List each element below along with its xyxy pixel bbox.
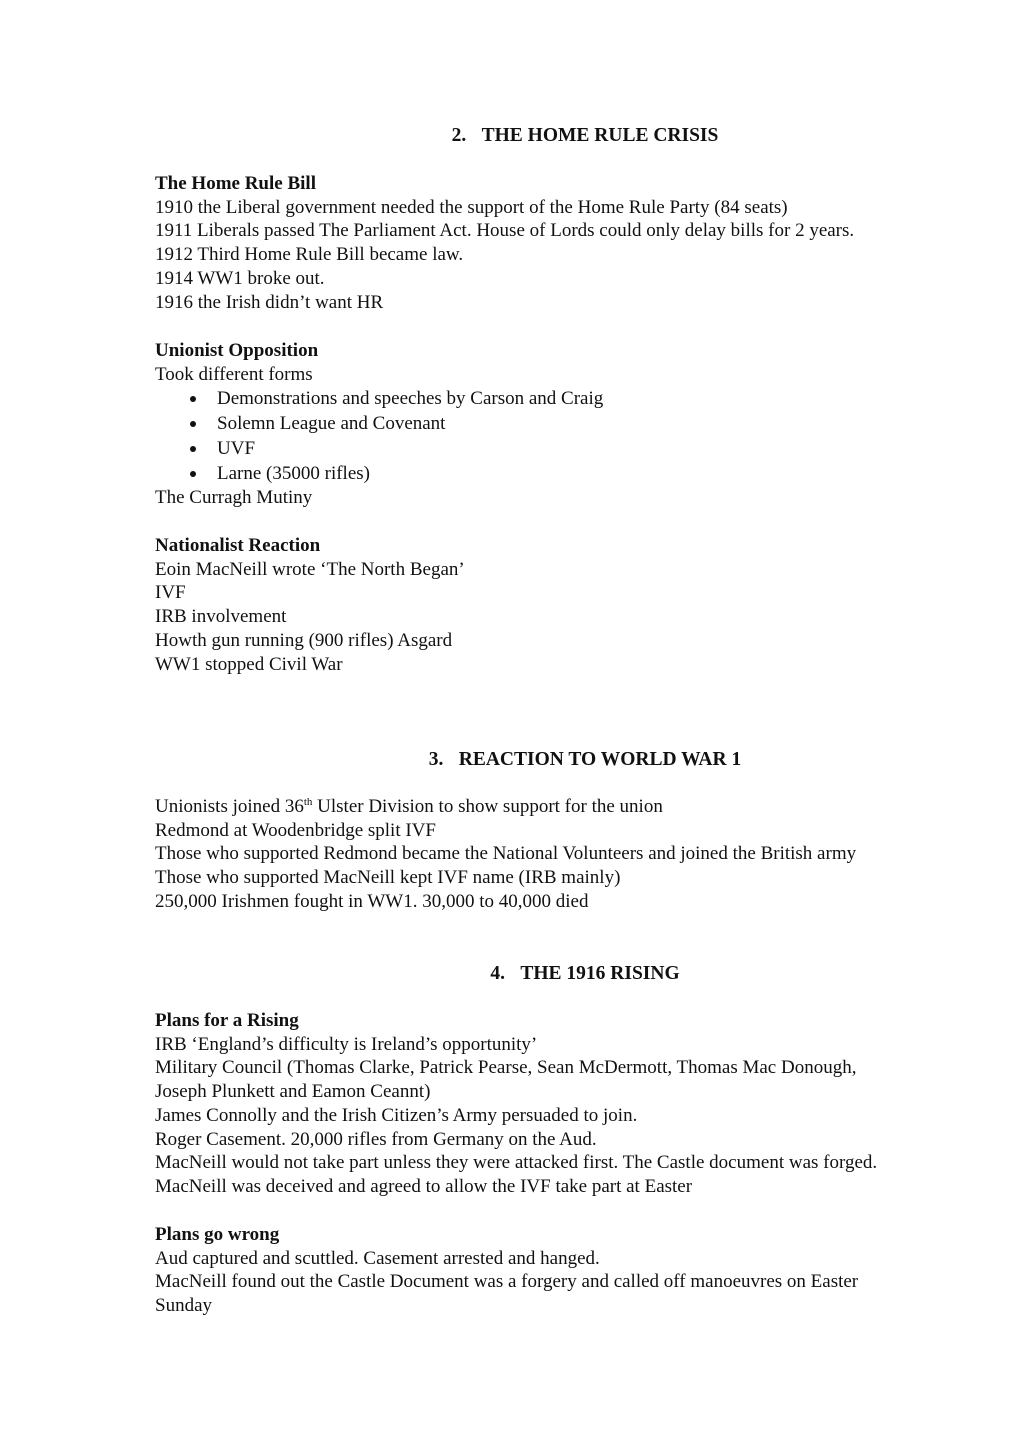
section-number: 4. bbox=[490, 963, 505, 984]
text-line: Sunday bbox=[155, 1295, 212, 1317]
subheading: Unionist Opposition bbox=[155, 340, 319, 361]
text-line: Roger Casement. 20,000 rifles from Germany on the Aud. bbox=[155, 1128, 597, 1150]
bullet-icon bbox=[190, 471, 196, 477]
list-item-text: Demonstrations and speeches by Carson and Craig bbox=[217, 388, 604, 410]
text-line: Redmond at Woodenbridge split IVF bbox=[155, 819, 436, 841]
text-line: Howth gun running (900 rifles) Asgard bbox=[155, 629, 453, 651]
text-line: IRB ‘England’s difficulty is Ireland’s opportunity’ bbox=[155, 1033, 538, 1055]
section-title: THE 1916 RISING bbox=[520, 963, 680, 984]
list-item-text: UVF bbox=[217, 438, 256, 460]
text-line: Unionists joined 36th Ulster Division to show support for the union bbox=[155, 796, 663, 817]
section-title: THE HOME RULE CRISIS bbox=[481, 125, 719, 146]
list-item bbox=[155, 411, 975, 436]
text-line: MacNeill found out the Castle Document was a forgery and called off manoeuvres on Easter bbox=[155, 1271, 859, 1293]
plans-go-wrong-block bbox=[155, 1223, 975, 1318]
subheading: Plans for a Rising bbox=[155, 1010, 299, 1031]
list-item bbox=[155, 436, 975, 461]
text-line: Military Council (Thomas Clarke, Patrick Pearse, Sean McDermott, Thomas Mac Donough, bbox=[155, 1057, 857, 1079]
section-heading bbox=[155, 962, 1015, 986]
world-war-block bbox=[155, 795, 975, 914]
subheading: Nationalist Reaction bbox=[155, 535, 321, 556]
text-line: Took different forms bbox=[155, 363, 313, 385]
section-number: 2. bbox=[451, 125, 467, 146]
text-line: 1916 the Irish didn’t want HR bbox=[155, 291, 384, 313]
nationalist-reaction-block bbox=[155, 534, 975, 676]
section-heading bbox=[155, 748, 1015, 772]
section-title: REACTION TO WORLD WAR 1 bbox=[458, 749, 742, 770]
list-item-text: Larne (35000 rifles) bbox=[217, 463, 370, 485]
text-line: MacNeill would not take part unless they were attacked first. The Castle document was forged. bbox=[155, 1152, 878, 1174]
bullet-icon bbox=[190, 396, 196, 402]
text-line: Joseph Plunkett and Eamon Ceannt) bbox=[155, 1081, 431, 1103]
bullet-list bbox=[155, 386, 975, 486]
plans-rising-block bbox=[155, 1009, 975, 1199]
section-heading bbox=[155, 124, 1015, 148]
subheading: Plans go wrong bbox=[155, 1224, 280, 1245]
list-item-text: Solemn League and Covenant bbox=[217, 413, 446, 435]
text-line: WW1 stopped Civil War bbox=[155, 653, 343, 675]
text-line: 1912 Third Home Rule Bill became law. bbox=[155, 244, 464, 266]
text-line: The Curragh Mutiny bbox=[155, 487, 313, 509]
subheading: The Home Rule Bill bbox=[155, 173, 316, 194]
text-line: IVF bbox=[155, 582, 186, 604]
text-line: James Connolly and the Irish Citizen’s Army persuaded to join. bbox=[155, 1104, 638, 1126]
text-line: Aud captured and scuttled. Casement arrested and hanged. bbox=[155, 1247, 600, 1269]
text-line: Those who supported Redmond became the National Volunteers and joined the British army bbox=[155, 843, 857, 865]
text-line: 1911 Liberals passed The Parliament Act. House of Lords could only delay bills for 2 years. bbox=[155, 220, 855, 242]
bullet-icon bbox=[190, 421, 196, 427]
list-item bbox=[155, 386, 975, 411]
text-line: 250,000 Irishmen fought in WW1. 30,000 to 40,000 died bbox=[155, 890, 589, 912]
text-line: Eoin MacNeill wrote ‘The North Began’ bbox=[155, 558, 465, 580]
home-rule-bill-block bbox=[155, 172, 975, 314]
text-line: MacNeill was deceived and agreed to allow the IVF take part at Easter bbox=[155, 1175, 693, 1197]
text-line: Those who supported MacNeill kept IVF name (IRB mainly) bbox=[155, 867, 621, 889]
list-item bbox=[155, 461, 975, 486]
text-line: 1914 WW1 broke out. bbox=[155, 267, 325, 289]
text-line: IRB involvement bbox=[155, 606, 287, 628]
bullet-icon bbox=[190, 446, 196, 452]
unionist-opposition-block bbox=[155, 339, 975, 510]
text-line: 1910 the Liberal government needed the support of the Home Rule Party (84 seats) bbox=[155, 196, 788, 218]
section-number: 3. bbox=[428, 749, 444, 770]
